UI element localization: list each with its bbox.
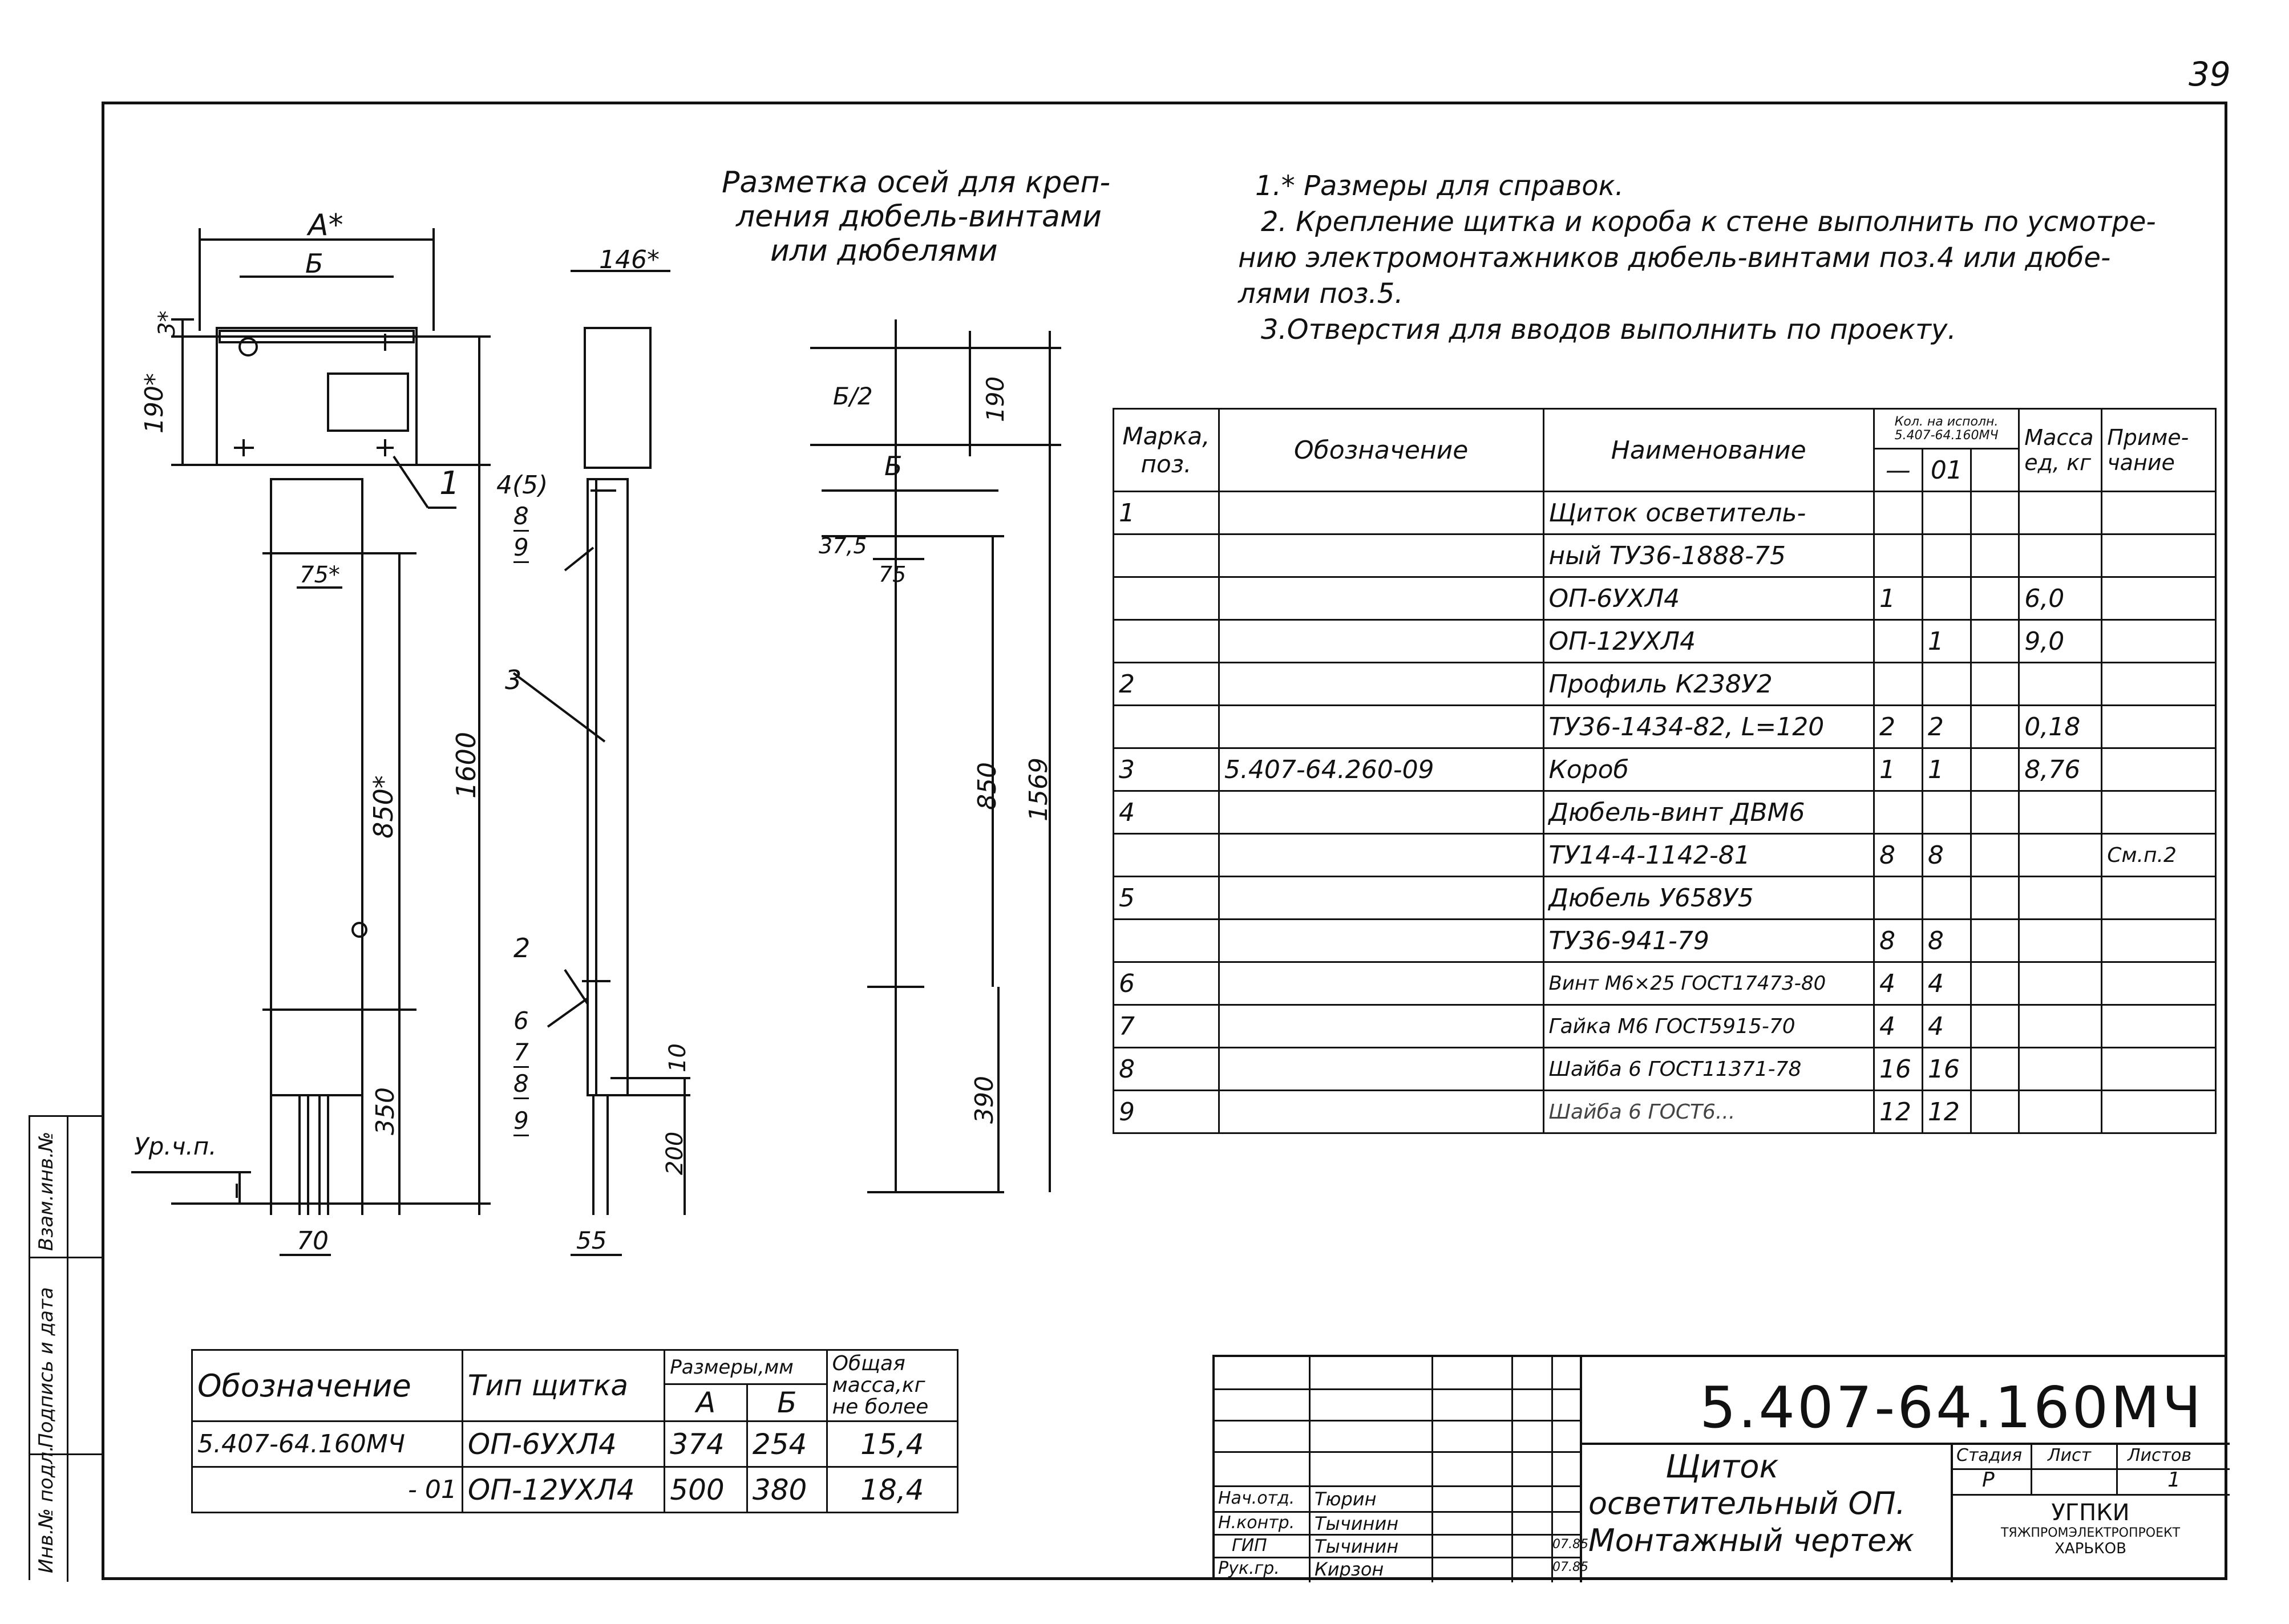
table-row: 9 Шайба 6 ГОСТ6... 12 12 [1114, 1091, 2216, 1133]
table-row: ТУ36-941-79 8 8 [1114, 920, 2216, 962]
stamp-replace-inv: Взам.инв.№ [35, 1131, 58, 1251]
table-row: ОП-12УХЛ4 1 9,0 [1114, 620, 2216, 663]
spec-table [1113, 408, 2217, 1134]
header-designation: Обозначение [1219, 409, 1543, 492]
note-3: 3.Отверстия для вводов выполнить по проекту. [1261, 314, 1956, 346]
sheet-label: Лист [2048, 1445, 2092, 1465]
table-row: 2 Профиль К238У2 [1114, 663, 2216, 706]
dim-b-marking: Б [884, 451, 903, 481]
header-mark: Марка, поз. [1114, 409, 1219, 492]
dim-a: А* [308, 208, 343, 242]
callout-4-5: 4(5) [496, 471, 548, 500]
exec-header-type: Тип щитка [462, 1350, 664, 1421]
org-name [1954, 1500, 2227, 1557]
header-name: Наименование [1543, 409, 1874, 492]
dim-1600: 1600 [451, 731, 482, 799]
callout-7: 7 [513, 1038, 529, 1068]
table-row: 4 Дюбель-винт ДВМ6 [1114, 791, 2216, 834]
dim-146: 146* [599, 245, 660, 274]
dim-850: 850 [973, 762, 1002, 810]
signer-name-3: Тычинин [1315, 1536, 1399, 1557]
panel-side [585, 328, 650, 468]
table-row: ОП-6УХЛ4 1 6,0 [1114, 577, 2216, 620]
stage-label: Стадия [1956, 1445, 2023, 1465]
note-2b: нию электромонтажников дюбель-винтами поз.4 или дюбе- [1238, 242, 2111, 274]
page-number: 39 [2189, 55, 2231, 94]
dim-75-star: 75* [300, 562, 340, 588]
dim-390: 390 [970, 1076, 999, 1124]
dim-350: 350 [371, 1087, 400, 1135]
panel-front [217, 328, 416, 465]
title-line-1: Щиток [1665, 1448, 1779, 1485]
dim-190-star: 190* [140, 373, 169, 434]
header-note: Приме- чание [2102, 409, 2216, 492]
signer-date-4: 07.85 [1552, 1560, 1588, 1574]
floor-level-label: Ур.ч.п. [134, 1132, 217, 1160]
title-code: 5.407-64.160МЧ [1700, 1374, 2204, 1441]
stage-value: Р [1982, 1468, 1995, 1492]
header-qty-a: — [1874, 449, 1922, 492]
signer-role-2: Н.контр. [1218, 1513, 1295, 1533]
dim-70: 70 [297, 1226, 329, 1256]
dim-10: 10 [665, 1043, 691, 1072]
notes [1238, 168, 2156, 348]
callout-2: 2 [513, 933, 531, 963]
note-2a: 2. Крепление щитка и короба к стене выполнить по усмотре- [1261, 206, 2156, 238]
title-line-2: осветительный ОП. [1588, 1485, 1906, 1521]
table-row: 5 Дюбель У658У5 [1114, 877, 2216, 920]
callout-8a: 8 [513, 502, 529, 532]
dim-850-star: 850* [368, 775, 399, 839]
table-row: 1 Щиток осветитель- [1114, 492, 2216, 534]
table-row: 5.407-64.160МЧ ОП-6УХЛ4 374 254 15,4 [192, 1421, 958, 1467]
dim-190: 190 [981, 376, 1009, 422]
execution-table [191, 1349, 959, 1513]
signer-name-1: Тюрин [1315, 1488, 1377, 1510]
signer-role-4: Рук.гр. [1218, 1558, 1280, 1578]
header-qty: Кол. на исполн. 5.407-64.160МЧ [1874, 409, 2019, 449]
signer-role-1: Нач.отд. [1218, 1488, 1295, 1508]
table-row: 8 Шайба 6 ГОСТ11371-78 16 16 [1114, 1048, 2216, 1091]
header-mass: Масса ед, кг [2019, 409, 2102, 492]
marking-title-1: Разметка осей для креп- [722, 165, 1111, 200]
sheets-value: 1 [2167, 1468, 2181, 1492]
exec-header-a: А [665, 1384, 747, 1421]
callout-9b: 9 [513, 1107, 529, 1136]
dim-37-5: 37,5 [819, 533, 867, 558]
exec-header-designation: Обозначение [192, 1350, 463, 1421]
stamp-inv-original: Инв.№ подл. [35, 1445, 58, 1573]
signer-name-2: Тычинин [1315, 1513, 1399, 1534]
table-row: ТУ14-4-1142-81 8 8 См.п.2 [1114, 834, 2216, 877]
org-line-1: УГПКИ [2051, 1500, 2130, 1526]
exec-header-b: Б [747, 1384, 827, 1421]
title-line-3: Монтажный чертеж [1588, 1522, 1915, 1558]
marking-title-3: или дюбелями [770, 234, 998, 268]
stamp-signature-date: Подпись и дата [35, 1287, 58, 1448]
signer-role-3: ГИП [1232, 1536, 1267, 1556]
table-row: ТУ36-1434-82, L=120 2 2 0,18 [1114, 706, 2216, 748]
title-block [1212, 1355, 2227, 1580]
dim-b-half: Б/2 [833, 382, 873, 410]
org-line-2: ТЯЖПРОМЭЛЕКТРОПРОЕКТ [2000, 1526, 2181, 1540]
exec-header-dims: Размеры,мм [665, 1350, 827, 1384]
org-line-3: ХАРЬКОВ [2055, 1540, 2126, 1557]
callout-9a: 9 [513, 533, 529, 563]
marking-title-2: ления дюбель-винтами [736, 200, 1102, 234]
header-qty-b: 01 [1922, 449, 1971, 492]
duct-side [588, 479, 628, 1095]
callout-8b: 8 [513, 1070, 529, 1099]
table-row: 7 Гайка М6 ГОСТ5915-70 4 4 [1114, 1005, 2216, 1048]
table-row: ный ТУ36-1888-75 [1114, 534, 2216, 577]
dim-3: 3* [154, 310, 180, 337]
signer-name-4: Кирзон [1315, 1558, 1384, 1580]
dim-55: 55 [576, 1226, 607, 1254]
dim-b: Б [305, 248, 323, 279]
exec-header-mass: Общая масса,кг не более [827, 1350, 957, 1421]
dim-1569: 1569 [1024, 758, 1053, 821]
callout-6: 6 [513, 1007, 529, 1035]
note-1: 1.* Размеры для справок. [1255, 170, 1624, 202]
table-row: 3 5.407-64.260-09 Короб 1 1 8,76 [1114, 748, 2216, 791]
dim-75: 75 [879, 562, 907, 587]
header-qty-c [1971, 449, 2019, 492]
callout-1: 1 [439, 465, 460, 502]
table-row: - 01 ОП-12УХЛ4 500 380 18,4 [192, 1467, 958, 1513]
callout-3: 3 [505, 665, 522, 695]
sheets-label: Листов [2128, 1445, 2192, 1465]
note-2c: лями поз.5. [1238, 278, 1404, 310]
dim-200: 200 [662, 1131, 688, 1175]
signer-date-3: 07.85 [1552, 1537, 1588, 1552]
spec-rows [1114, 492, 2216, 1133]
table-row: 6 Винт М6×25 ГОСТ17473-80 4 4 [1114, 962, 2216, 1005]
